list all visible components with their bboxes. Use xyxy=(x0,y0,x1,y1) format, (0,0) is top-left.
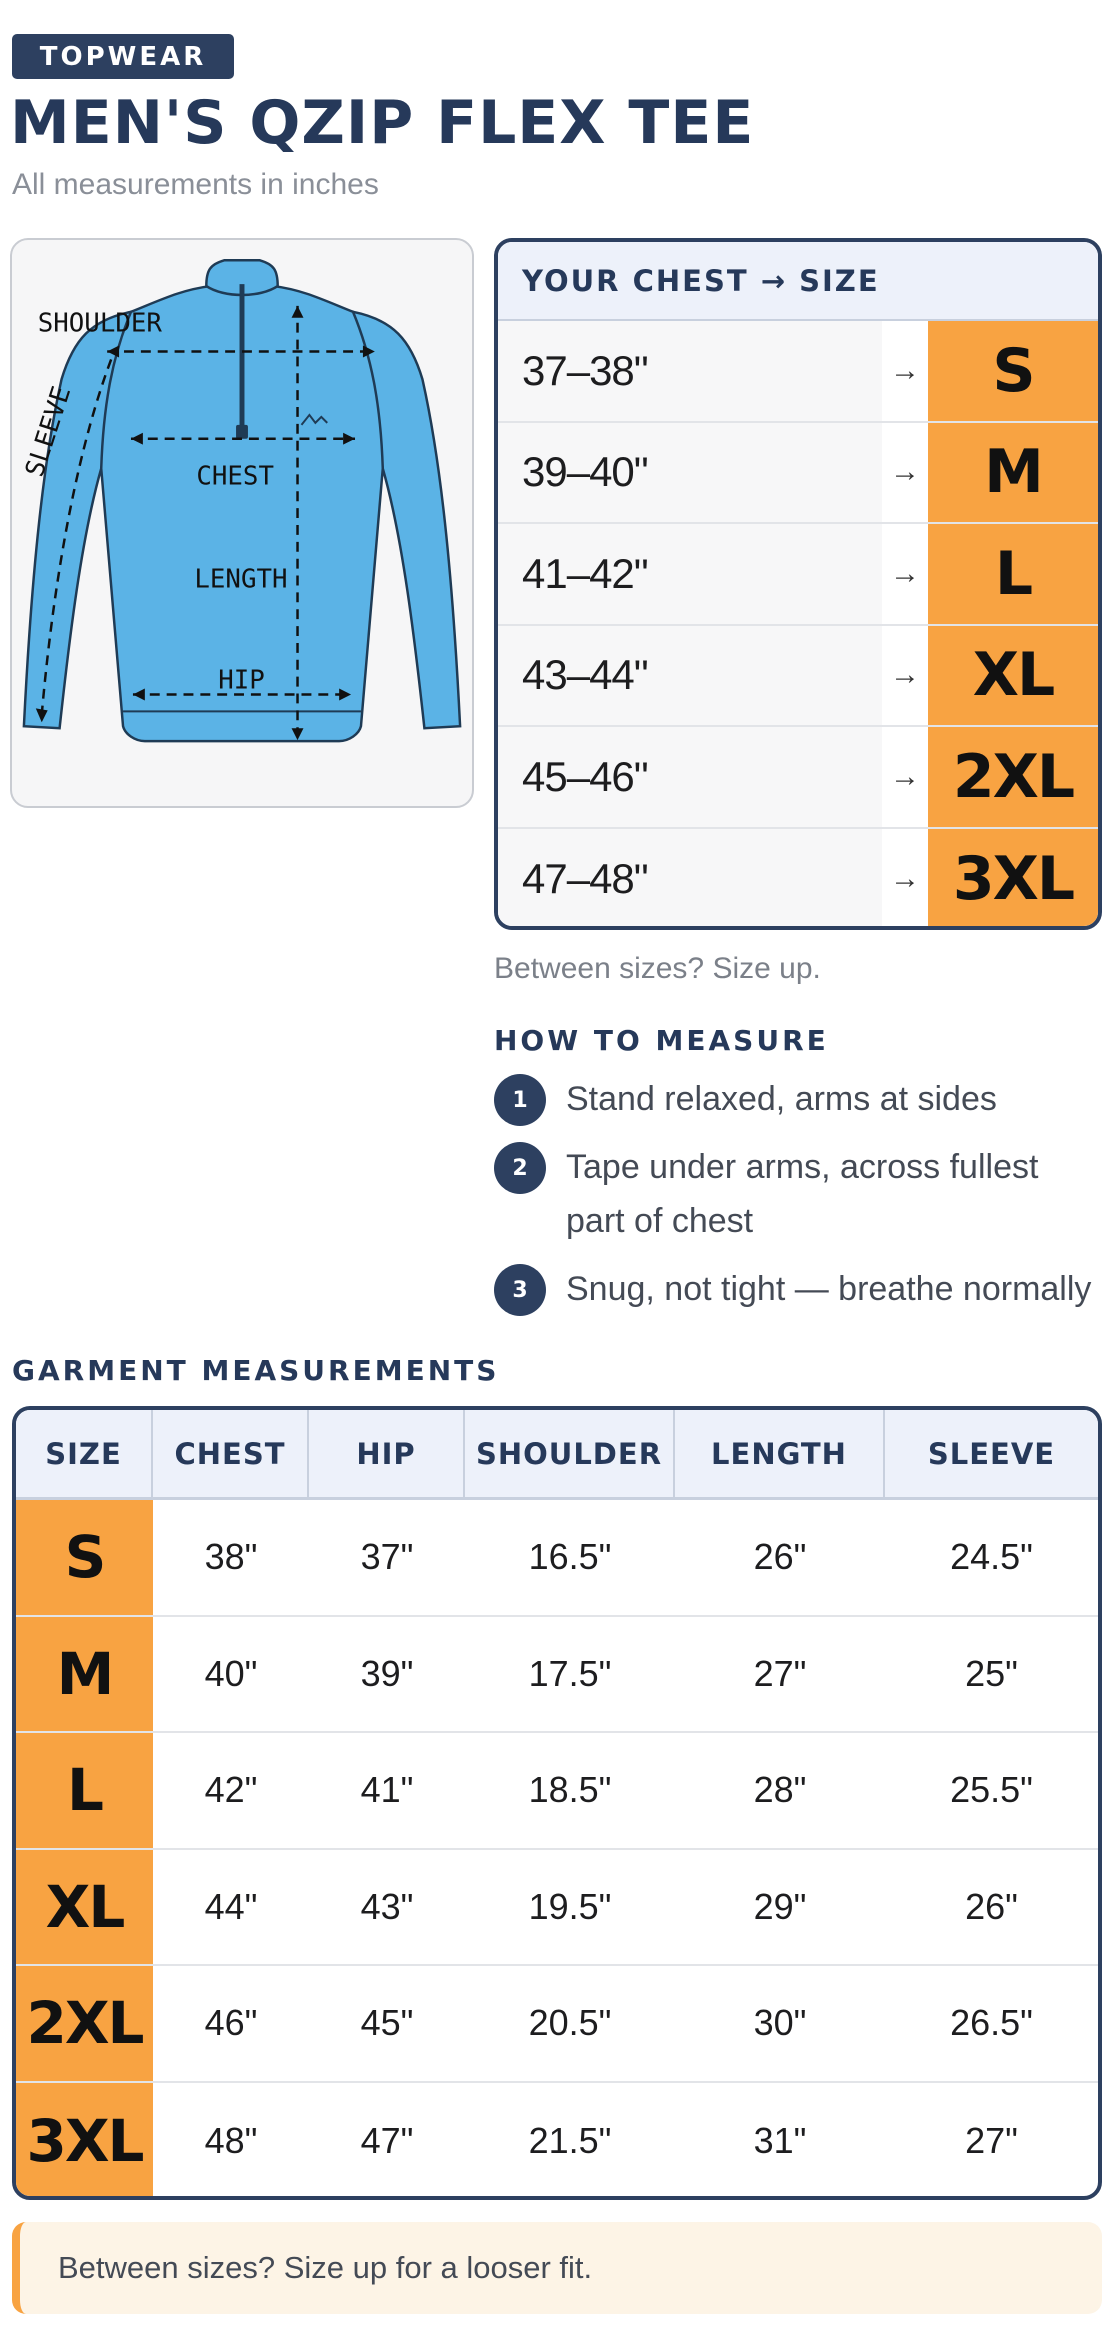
sleeve-label: SLEEVE xyxy=(19,382,78,481)
quarter-zip-diagram xyxy=(12,240,472,806)
column-header-shoulder: SHOULDER xyxy=(465,1410,675,1497)
sleeve-cell: 25.5" xyxy=(950,1769,1033,1811)
column-header-size: SIZE xyxy=(16,1410,153,1497)
sleeve-cell: 25" xyxy=(965,1652,1018,1694)
size-row xyxy=(498,423,1098,525)
length-label: LENGTH xyxy=(194,564,288,595)
size-value: M xyxy=(928,423,1098,523)
shoulder-cell: 16.5" xyxy=(528,1536,612,1578)
arrow-right-icon: → xyxy=(882,423,928,523)
chest-cell: 46" xyxy=(204,2002,258,2044)
step-number-badge: 1 xyxy=(494,1074,546,1126)
page-title: MEN'S QZIP FLEX TEE xyxy=(10,88,755,158)
size-row xyxy=(498,626,1098,728)
how-to-measure-heading: HOW TO MEASURE xyxy=(494,1024,829,1057)
size-cell: XL xyxy=(16,1850,153,1965)
garment-measurements-heading: GARMENT MEASUREMENTS xyxy=(12,1354,500,1387)
length-cell: 29" xyxy=(753,1885,807,1927)
column-header-length: LENGTH xyxy=(675,1410,885,1497)
sleeve-cell: 26.5" xyxy=(950,2002,1033,2044)
units-subtitle: All measurements in inches xyxy=(12,168,379,201)
length-cell: 28" xyxy=(753,1769,807,1811)
measure-step xyxy=(494,1262,1094,1316)
arrow-right-icon: → xyxy=(882,626,928,726)
chest-range: 47–48" xyxy=(498,829,882,931)
arrow-right-icon: → xyxy=(882,321,928,421)
zipper-pull xyxy=(236,425,248,439)
arrow-right-icon: → xyxy=(882,727,928,827)
fit-tip-note: Between sizes? Size up for a looser fit. xyxy=(12,2222,1102,2314)
step-number-badge: 2 xyxy=(494,1142,546,1194)
table-row xyxy=(16,1500,1098,1617)
measure-step xyxy=(494,1072,1094,1126)
size-value: S xyxy=(928,321,1098,421)
chest-range: 37–38" xyxy=(498,321,882,421)
chest-cell: 42" xyxy=(204,1769,258,1811)
size-value: 3XL xyxy=(928,829,1098,931)
size-cell: M xyxy=(16,1617,153,1732)
garment-illustration xyxy=(10,238,474,808)
step-text: Tape under arms, across fullest part of chest xyxy=(566,1148,1039,1240)
sleeve-cell: 27" xyxy=(965,2119,1018,2161)
arrow-right-icon: → xyxy=(882,524,928,624)
size-row xyxy=(498,727,1098,829)
hip-cell: 43" xyxy=(360,1885,414,1927)
chest-cell: 48" xyxy=(204,2119,258,2161)
size-value: XL xyxy=(928,626,1098,726)
step-text: Stand relaxed, arms at sides xyxy=(566,1080,997,1118)
chest-label: CHEST xyxy=(196,461,274,492)
chest-cell: 38" xyxy=(204,1536,258,1578)
measure-step xyxy=(494,1140,1094,1248)
hip-cell: 41" xyxy=(360,1769,414,1811)
shoulder-label: SHOULDER xyxy=(37,308,162,339)
hip-cell: 47" xyxy=(360,2119,414,2161)
size-card-heading: YOUR CHEST → SIZE xyxy=(498,242,1098,321)
column-header-hip: HIP xyxy=(309,1410,465,1497)
chest-cell: 40" xyxy=(204,1652,258,1694)
table-row xyxy=(16,1966,1098,2083)
size-row xyxy=(498,321,1098,423)
length-cell: 31" xyxy=(753,2119,807,2161)
size-value: L xyxy=(928,524,1098,624)
chest-range: 41–42" xyxy=(498,524,882,624)
table-row xyxy=(16,1850,1098,1967)
shoulder-cell: 21.5" xyxy=(528,2119,612,2161)
size-cell: 3XL xyxy=(16,2083,153,2200)
shoulder-cell: 18.5" xyxy=(528,1769,612,1811)
chest-to-size-card xyxy=(494,238,1102,930)
step-number-badge: 3 xyxy=(494,1264,546,1316)
length-cell: 30" xyxy=(753,2002,807,2044)
size-up-tip: Between sizes? Size up. xyxy=(494,952,821,985)
hip-label: HIP xyxy=(218,665,265,696)
garment-measurements-table xyxy=(12,1406,1102,2200)
table-row xyxy=(16,2083,1098,2200)
table-header-row xyxy=(16,1410,1098,1500)
size-row xyxy=(498,829,1098,931)
shoulder-cell: 20.5" xyxy=(528,2002,612,2044)
sleeve-cell: 24.5" xyxy=(950,1536,1033,1578)
chest-range: 45–46" xyxy=(498,727,882,827)
size-cell: S xyxy=(16,1500,153,1615)
step-text: Snug, not tight — breathe normally xyxy=(566,1270,1092,1308)
column-header-sleeve: SLEEVE xyxy=(927,1436,1056,1471)
measure-steps-list xyxy=(494,1072,1094,1330)
table-row xyxy=(16,1617,1098,1734)
category-badge: TOPWEAR xyxy=(12,34,234,79)
shoulder-cell: 19.5" xyxy=(528,1885,612,1927)
hip-cell: 45" xyxy=(360,2002,414,2044)
length-cell: 26" xyxy=(753,1536,807,1578)
chest-range: 39–40" xyxy=(498,423,882,523)
hip-cell: 39" xyxy=(360,1652,414,1694)
size-row xyxy=(498,524,1098,626)
arrow-right-icon: → xyxy=(882,829,928,931)
shoulder-cell: 17.5" xyxy=(528,1652,612,1694)
chest-range: 43–44" xyxy=(498,626,882,726)
size-cell: L xyxy=(16,1733,153,1848)
size-cell: 2XL xyxy=(16,1966,153,2081)
table-row xyxy=(16,1733,1098,1850)
length-cell: 27" xyxy=(753,1652,807,1694)
sleeve-cell: 26" xyxy=(965,1885,1018,1927)
column-header-chest: CHEST xyxy=(153,1410,309,1497)
chest-cell: 44" xyxy=(204,1885,258,1927)
size-value: 2XL xyxy=(928,727,1098,827)
hip-cell: 37" xyxy=(360,1536,414,1578)
